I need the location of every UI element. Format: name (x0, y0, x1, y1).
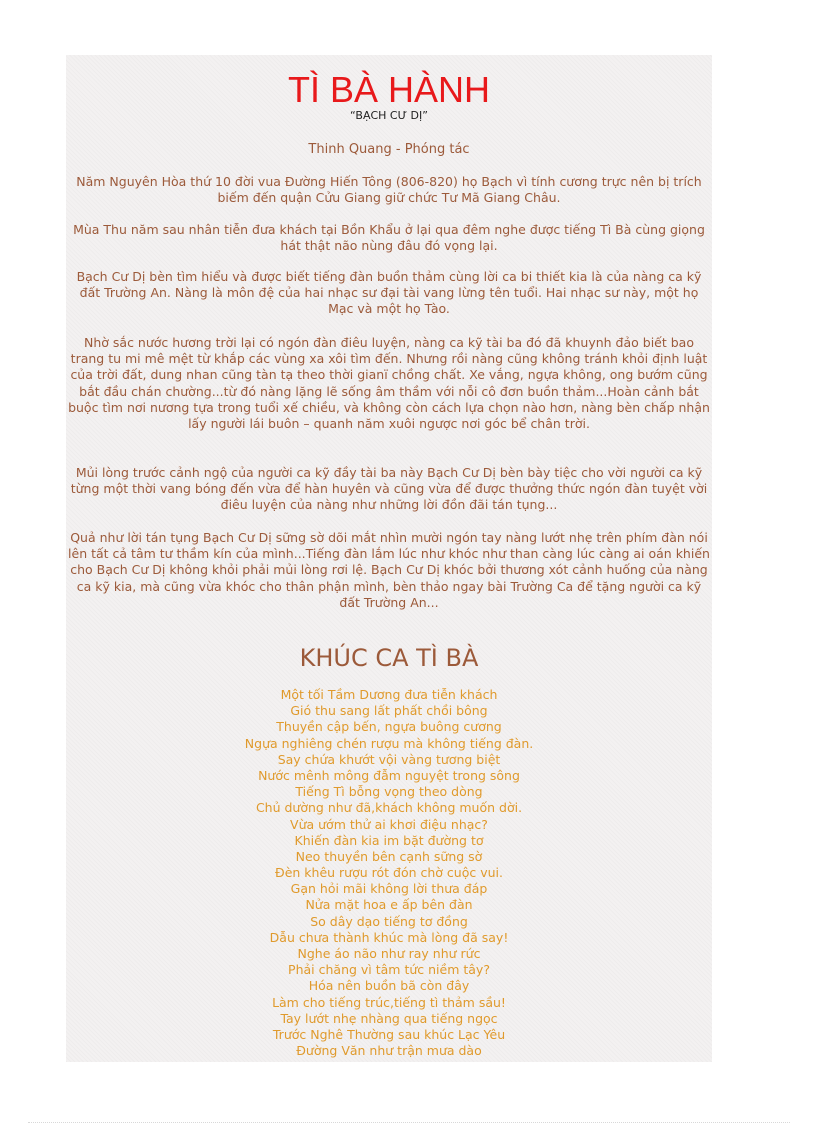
poem-line: Phải chăng vì tâm tức niềm tây? (288, 962, 490, 978)
author-line: Thinh Quang - Phóng tác (308, 142, 470, 157)
poem-line: Khiến đàn kia im bặt đường tơ (294, 832, 484, 848)
poem-line: Chủ dường như đã,khách không muốn dời. (255, 800, 523, 816)
poem-line: Tiếng Tì bỗng vọng theo dòng (295, 784, 483, 800)
document-page (66, 55, 712, 1062)
poem-line: Hóa nên buồn bã còn đây (308, 978, 470, 994)
poem-line: Gió thu sang lất phất chồi bông (290, 703, 488, 719)
poem-line: So dây dạo tiếng tơ đồng (310, 913, 468, 929)
poem-line: Tay lướt nhẹ nhàng qua tiếng ngọc (280, 1010, 498, 1026)
poem-line: Đèn khêu rượu rót đón chờ cuộc vui. (275, 865, 503, 881)
poem-line: Làm cho tiếng trúc,tiếng tì thảm sầu! (272, 994, 506, 1010)
poem-line: Nghe áo não như ray như rức (297, 946, 481, 961)
poem-line: Gạn hỏi mãi không lời thưa đáp (290, 881, 488, 897)
intro-paragraph: Quả như lời tán tụng Bạch Cư Dị sững sờ dõi mắt nhìn mười ngón tay nàng lướt nhẹ trên phím đàn nói lên tất cả tâm tư thầm kín của mình...Tiếng đàn lắm lúc như khóc như than càng lúc càng ai oán khiến cho Bạch Cư Dị không khỏi phải mủi lòng rơi lệ. Bạch Cư Dị khóc bởi thương xót cảnh huống của nàng ca kỹ kia, mà cũng vừa khóc cho thân phận mình, bèn thảo ngay bài Trường Ca để tặng người ca kỹ đất Trường An... (68, 530, 710, 610)
poem-title: KHÚC CA TÌ BÀ (299, 644, 479, 672)
poem-line: Dẫu chưa thành khúc mà lòng đã say! (269, 929, 509, 945)
poem-line: Vừa ướm thử ai khơi điệu nhạc? (290, 816, 488, 832)
poem-lines (66, 687, 712, 1059)
poem-line: Ngựa nghiêng chén rượu mà không tiếng đàn. (244, 735, 534, 751)
intro-paragraph: Mủi lòng trước cảnh ngộ của người ca kỹ đầy tài ba này Bạch Cư Dị bèn bày tiệc cho vời người ca kỹ từng một thời vang bóng đến vừa để hàn huyên và cũng vừa để được thưởng thức ngón đàn tuyệt vời điêu luyện của nàng như những lời đồn đãi tán tụng... (70, 465, 708, 513)
poem-line: Nước mênh mông đẫm nguyệt trong sông (258, 767, 520, 783)
page-title: TÌ BÀ HÀNH (287, 69, 491, 110)
poem-line: Say chứa khướt vội vàng tương biệt (277, 751, 501, 767)
poem-line: Thuyền cập bến, ngựa buông cương (276, 719, 502, 735)
page-subtitle: “BẠCH CƯ DỊ” (350, 109, 428, 122)
intro-paragraph: Mùa Thu năm sau nhân tiễn đưa khách tại Bồn Khẩu ở lại qua đêm nghe được tiếng Tì Bà cùng giọng hát thật não nùng đâu đó vọng lại. (73, 222, 705, 254)
poem-line: Nửa mặt hoa e ấp bên đàn (305, 897, 473, 913)
poem-line: Đường Văn như trận mưa dào (296, 1043, 482, 1059)
poem-line: Neo thuyền bên cạnh sững sờ (295, 848, 483, 864)
intro-paragraph: Nhờ sắc nước hương trời lại có ngón đàn điêu luyện, nàng ca kỹ tài ba đó đã khuynh đảo biết bao trang tu mi mê mệt từ khắp các vùng xa xôi tìm đến. Nhưng rồi nàng cũng không tránh khỏi định luật của trời đất, dung nhan cũng tàn tạ theo thời gianï chồng chất. Xe vắng, ngựa không, ong bướm cũng bắt đầu chán chường...từ đó nàng lặng lẽ sống âm thầm với nỗi cô đơn buồn thảm...Hoàn cảnh bắt buộc tìm nơi nương tựa trong tuổi xế chiều, và không còn cách lựa chọn nào hơn, nàng bèn chấp nhận lấy người lái buôn – quanh năm xuôi ngược nơi góc bể chân trời. (68, 335, 710, 432)
intro-paragraph: Bạch Cư Dị bèn tìm hiểu và được biết tiếng đàn buồn thảm cùng lời ca bi thiết kia là của nàng ca kỹ đất Trường An. Nàng là môn đệ của hai nhạc sư đại tài vang lừng tên tuổi. Hai nhạc sư này, một họ Mạc và một họ Tào. (76, 269, 702, 317)
poem-line: Trước Nghê Thường sau khúc Lạc Yêu (272, 1026, 506, 1042)
poem-line: Một tối Tầm Dương đưa tiễn khách (280, 687, 498, 702)
intro-paragraph: Năm Nguyên Hòa thứ 10 đời vua Đường Hiến Tông (806-820) họ Bạch vì tính cương trực nên bị trích biếm đến quận Cửu Giang giữ chức Tư Mã Giang Châu. (76, 174, 702, 206)
